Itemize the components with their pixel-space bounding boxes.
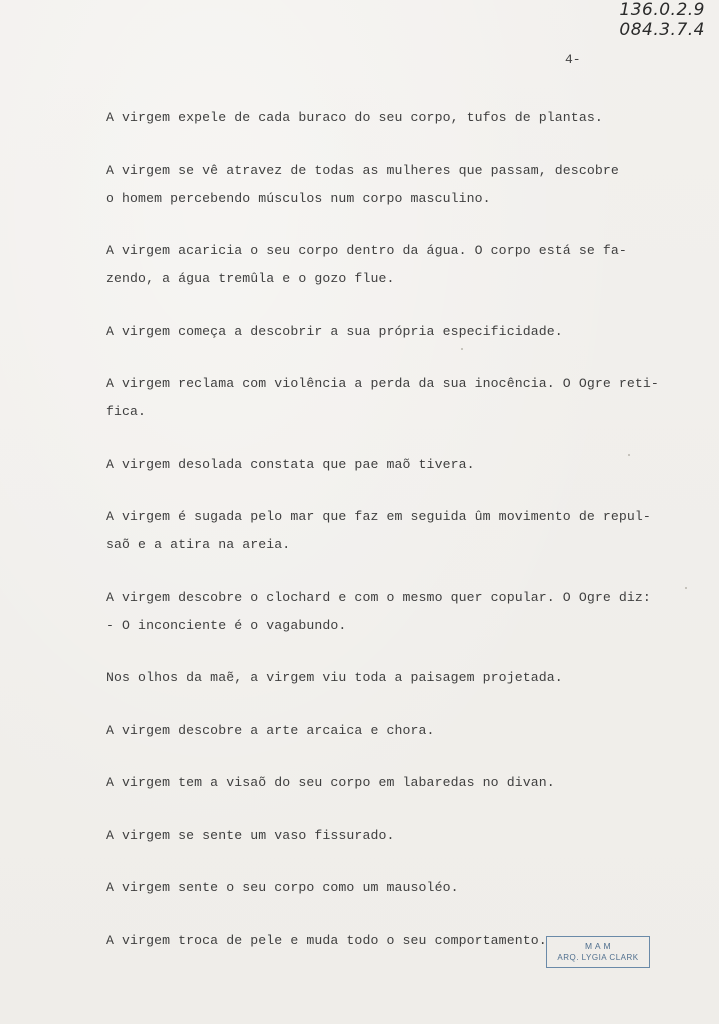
paragraph bbox=[106, 769, 666, 797]
text-line: A virgem se vê atravez de todas as mulheres que passam, descobre bbox=[106, 162, 619, 178]
text-line: Nos olhos da maẽ, a virgem viu toda a paisagem projetada. bbox=[106, 670, 563, 685]
text-line: A virgem desolada constata que pae maõ tivera. bbox=[106, 456, 475, 472]
text-line: A virgem se sente um vaso fissurado. bbox=[106, 827, 395, 843]
paragraph bbox=[106, 318, 666, 346]
stamp-line-1: M A M bbox=[584, 941, 612, 951]
page-number: 4- bbox=[565, 52, 581, 67]
stamp-line-2: ARQ. LYGIA CLARK bbox=[557, 953, 639, 962]
text-line: saõ e a atira na areia. bbox=[106, 537, 291, 552]
text-line: zendo, a água tremûla e o gozo flue. bbox=[106, 271, 395, 286]
archive-code-2: 084.3.7.4 bbox=[619, 20, 705, 40]
paragraph bbox=[106, 822, 666, 850]
text-line: A virgem é sugada pelo mar que faz em seguida ûm movimento de repul- bbox=[106, 509, 651, 524]
paragraph bbox=[106, 237, 666, 293]
text-line: fica. bbox=[106, 404, 147, 419]
text-line: A virgem sente o seu corpo como um mausoléo. bbox=[106, 880, 459, 895]
text-line: - O inconciente é o vagabundo. bbox=[106, 617, 347, 633]
paragraph bbox=[106, 717, 666, 745]
archive-code-1: 136.0.2.9 bbox=[619, 0, 705, 20]
text-line: A virgem reclama com violência a perda da sua inocência. O Ogre reti- bbox=[106, 376, 659, 391]
text-line: A virgem descobre a arte arcaica e chora. bbox=[106, 722, 435, 738]
text-line: A virgem tem a visaõ do seu corpo em labaredas no divan. bbox=[106, 775, 555, 790]
paper-speck bbox=[461, 348, 463, 350]
paragraph bbox=[106, 874, 666, 902]
paragraph bbox=[106, 104, 666, 132]
paragraph bbox=[106, 503, 666, 559]
text-line: o homem percebendo músculos num corpo masculino. bbox=[106, 190, 491, 206]
paper-speck bbox=[628, 454, 630, 456]
text-line: A virgem começa a descobrir a sua própria especificidade. bbox=[106, 323, 563, 339]
text-line: A virgem expele de cada buraco do seu corpo, tufos de plantas. bbox=[106, 110, 603, 125]
paper-speck bbox=[685, 587, 687, 589]
archive-stamp bbox=[546, 936, 650, 968]
archive-codes bbox=[619, 0, 705, 40]
paragraph bbox=[106, 664, 666, 692]
text-line: A virgem troca de pele e muda todo o seu comportamento. bbox=[106, 932, 547, 948]
paragraph bbox=[106, 370, 666, 426]
text-line: A virgem descobre o clochard e com o mesmo quer copular. O Ogre diz: bbox=[106, 589, 651, 605]
text-line: A virgem acaricia o seu corpo dentro da água. O corpo está se fa- bbox=[106, 243, 627, 258]
paragraph bbox=[106, 451, 666, 479]
paragraph bbox=[106, 584, 666, 640]
paragraph bbox=[106, 157, 666, 213]
typed-text-body bbox=[106, 104, 666, 979]
